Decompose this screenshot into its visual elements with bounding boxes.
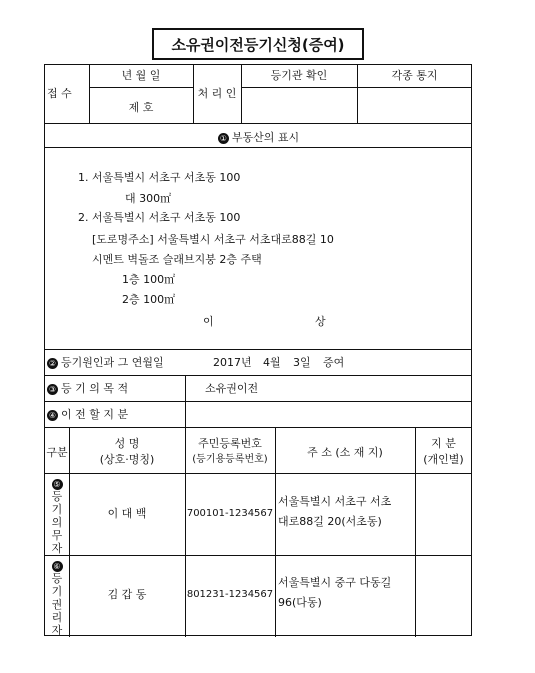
marker-2-icon: ②: [48, 358, 57, 368]
property-line: 시멘트 벽돌조 슬래브지붕 2층 주택: [92, 253, 262, 266]
marker-4-icon: ④: [48, 410, 57, 420]
purpose-value: 소유권이전: [205, 382, 259, 395]
right-holder-name: 김 갑 동: [107, 588, 147, 601]
property-line: 1층 100㎡: [122, 273, 176, 286]
right-holder-address-line1: 서울특별시 중구 다동길: [278, 576, 392, 589]
col-name-sub: (상호·명칭): [99, 453, 155, 466]
cause-month: 4월: [263, 356, 281, 369]
right-holder-id: 801231-1234567: [186, 589, 274, 600]
property-section-title: ① 부동산의 표시: [219, 131, 300, 144]
marker-5-icon: ⑤: [53, 479, 61, 489]
application-form: [44, 64, 472, 636]
cause-label: ② 등기원인과 그 연월일: [48, 356, 164, 369]
marker-3-icon: ③: [48, 384, 57, 394]
document-title: 소유권이전등기신청(증여): [152, 28, 364, 60]
obligor-address-line2: 대로88길 20(서초동): [278, 515, 382, 528]
end-mark-left: 이: [203, 315, 214, 328]
property-line: 1. 서울특별시 서초구 서초동 100: [78, 171, 241, 184]
registrar-check-label: 등기관 확인: [270, 69, 328, 82]
col-address: 주 소 (소 재 지): [307, 446, 383, 459]
obligor-address-line1: 서울특별시 서초구 서초: [278, 495, 392, 508]
share-label: ④ 이 전 할 지 분: [48, 408, 129, 421]
col-name: 성 명: [114, 437, 140, 450]
notice-label: 각종 통지: [391, 69, 438, 82]
col-kind: 구분: [46, 446, 68, 459]
number-label: 제 호: [128, 101, 154, 114]
property-line: 2층 100㎡: [122, 293, 176, 306]
end-mark-right: 상: [315, 315, 326, 328]
right-holder-address-line2: 96(다동): [278, 596, 322, 609]
obligor-id: 700101-1234567: [186, 508, 274, 519]
cause-year: 2017년: [213, 356, 252, 369]
property-line: [도로명주소] 서울특별시 서초구 서초대로88길 10: [92, 233, 334, 246]
col-share-sub: (개인별): [423, 453, 464, 466]
date-label: 년 월 일: [121, 69, 161, 82]
processor-label: 처 리 인: [197, 87, 237, 100]
purpose-label: ③ 등 기 의 목 적: [48, 382, 129, 395]
property-line: 2. 서울특별시 서초구 서초동 100: [78, 211, 241, 224]
right-holder-label: ⑥ 등 기 권 리 자: [51, 561, 63, 637]
col-id: 주민등록번호: [198, 437, 262, 450]
cause-kind: 증여: [323, 356, 345, 369]
cause-day: 3일: [293, 356, 311, 369]
marker-6-icon: ⑥: [53, 561, 61, 571]
property-line: 대 300㎡: [125, 192, 172, 205]
obligor-name: 이 대 백: [107, 507, 147, 520]
reception-label: 접 수: [47, 87, 72, 100]
obligor-label: ⑤ 등 기 의 무 자: [51, 479, 63, 555]
col-id-sub: (등기용등록번호): [192, 454, 268, 465]
marker-1-icon: ①: [219, 133, 227, 143]
col-share: 지 분: [431, 437, 456, 450]
